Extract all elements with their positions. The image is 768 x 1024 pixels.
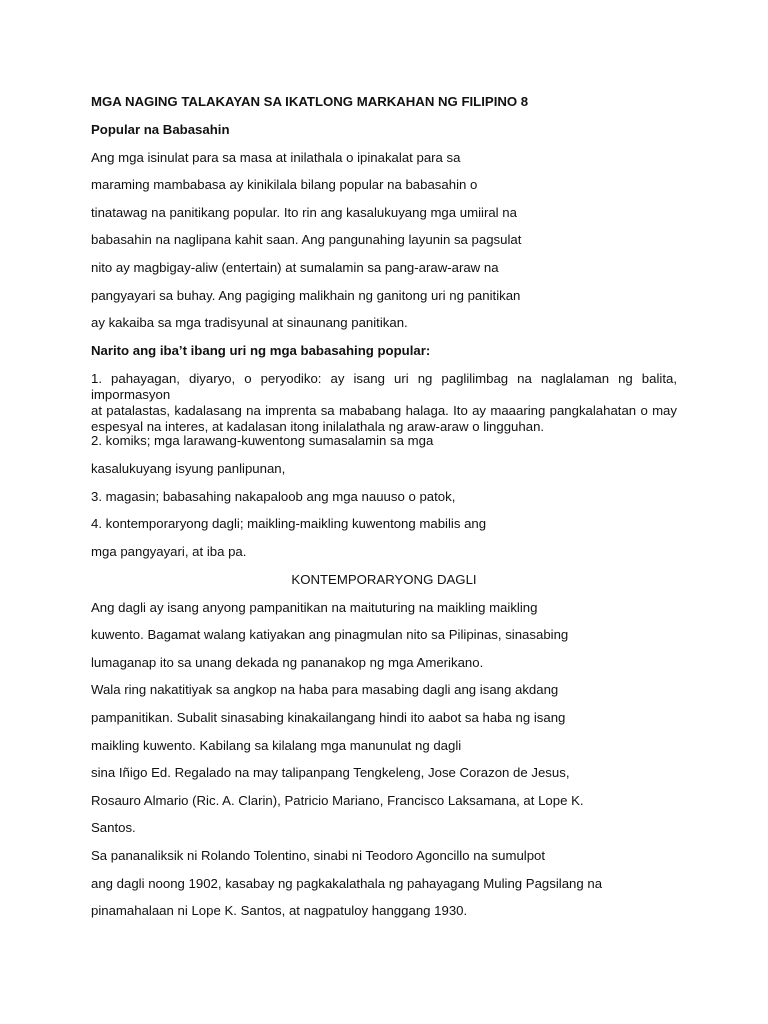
paragraph-line: Sa pananaliksik ni Rolando Tolentino, sinabi ni Teodoro Agoncillo na sumulpot bbox=[91, 848, 546, 863]
list-item-dagli: 4. kontemporaryong dagli; maikling-maikling kuwentong mabilis ang bbox=[91, 516, 487, 531]
paragraph-line: maikling kuwento. Kabilang sa kilalang mga manunulat ng dagli bbox=[91, 738, 462, 753]
paragraph-line: Wala ring nakatitiyak sa angkop na haba para masabing dagli ang isang akdang bbox=[91, 682, 559, 697]
paragraph-line: pangyayari sa buhay. Ang pagiging malikhain ng ganitong uri ng panitikan bbox=[91, 288, 521, 303]
paragraph-line: babasahin na naglipana kahit saan. Ang pangunahing layunin sa pagsulat bbox=[91, 232, 522, 247]
list-item-komiks-cont: kasalukuyang isyung panlipunan, bbox=[91, 461, 286, 476]
list-item-dagli-cont: mga pangyayari, at iba pa. bbox=[91, 544, 247, 559]
paragraph-line: Rosauro Almario (Ric. A. Clarin), Patricio Mariano, Francisco Laksamana, at Lope K. bbox=[91, 793, 584, 808]
paragraph-line: ang dagli noong 1902, kasabay ng pagkakalathala ng pahayagang Muling Pagsilang na bbox=[91, 876, 603, 891]
section-heading-popular: Popular na Babasahin bbox=[91, 122, 230, 137]
paragraph-line: maraming mambabasa ay kinikilala bilang popular na babasahin o bbox=[91, 177, 478, 192]
section-heading-types: Narito ang iba’t ibang uri ng mga babasahing popular: bbox=[91, 343, 431, 358]
paragraph-line: Ang dagli ay isang anyong pampanitikan na maituturing na maikling maikling bbox=[91, 600, 538, 615]
document-title: MGA NAGING TALAKAYAN SA IKATLONG MARKAHAN NG FILIPINO 8 bbox=[91, 94, 529, 109]
list-item-line: 1. pahayagan, diyaryo, o peryodiko: ay isang uri ng paglilimbag na naglalaman ng balita, impormasyon bbox=[91, 371, 677, 402]
paragraph-line: sina Iñigo Ed. Regalado na may talipanpang Tengkeleng, Jose Corazon de Jesus, bbox=[91, 765, 570, 780]
list-item-line: espesyal na interes, at kadalasan itong inilalathala ng araw-araw o lingguhan. bbox=[91, 419, 545, 434]
paragraph-line: Ang mga isinulat para sa masa at inilathala o ipinakalat para sa bbox=[91, 150, 461, 165]
list-item-komiks: 2. komiks; mga larawang-kuwentong sumasalamin sa mga bbox=[91, 433, 434, 448]
paragraph-line: kuwento. Bagamat walang katiyakan ang pinagmulan nito sa Pilipinas, sinasabing bbox=[91, 627, 569, 642]
section-heading-dagli: KONTEMPORARYONG DAGLI bbox=[291, 572, 477, 587]
paragraph-line: tinatawag na panitikang popular. Ito rin ang kasalukuyang mga umiiral na bbox=[91, 205, 517, 220]
paragraph-line: lumaganap ito sa unang dekada ng pananakop ng mga Amerikano. bbox=[91, 655, 484, 670]
paragraph-line: nito ay magbigay-aliw (entertain) at sumalamin sa pang-araw-araw na bbox=[91, 260, 499, 275]
list-item-pahayagan bbox=[91, 371, 677, 435]
paragraph-line: Santos. bbox=[91, 820, 136, 835]
list-item-magasin: 3. magasin; babasahing nakapaloob ang mga nauuso o patok, bbox=[91, 489, 456, 504]
paragraph-line: pinamahalaan ni Lope K. Santos, at nagpatuloy hanggang 1930. bbox=[91, 903, 468, 918]
list-item-line: at patalastas, kadalasang na imprenta sa mababang halaga. Ito ay maaaring pangkalahatan o may bbox=[91, 403, 677, 418]
paragraph-line: pampanitikan. Subalit sinasabing kinakailangang hindi ito aabot sa haba ng isang bbox=[91, 710, 566, 725]
paragraph-line: ay kakaiba sa mga tradisyunal at sinaunang panitikan. bbox=[91, 315, 408, 330]
